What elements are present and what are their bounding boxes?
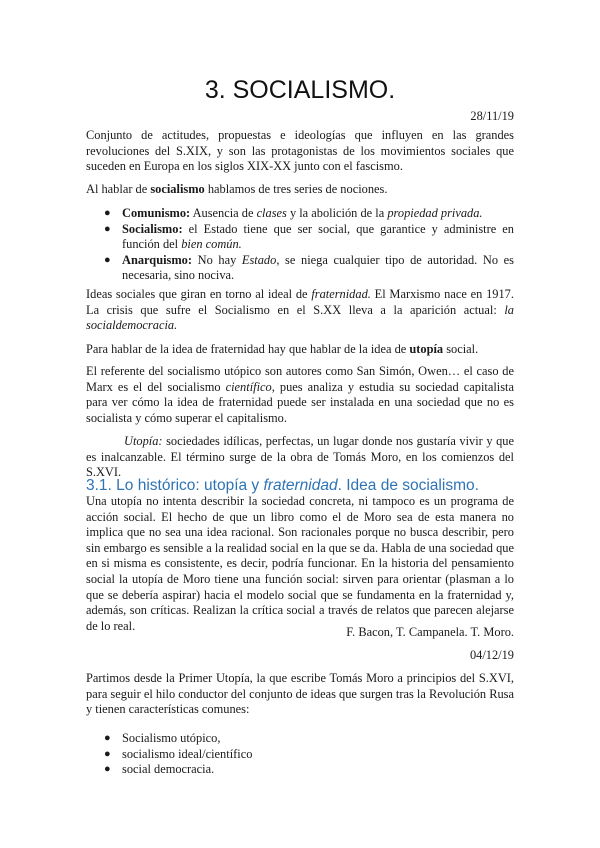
italic-run: propiedad privada. (387, 206, 483, 220)
list-item-socialismo (86, 222, 514, 253)
section-heading (86, 476, 526, 495)
text-run: Al hablar de (86, 182, 151, 196)
text-run: sociedades idílicas, perfectas, un lugar donde nos gustaría vivir y que es inalcanzable. El término surge de la obra de Tomás Moro, en los comienzos del S.XVI. (86, 434, 514, 480)
italic-run: científico (225, 379, 272, 394)
text-run: El referente del socialismo utópico son autores como San Simón, Owen… el caso de Marx es el del socialismo (86, 364, 514, 394)
text-run: Ideas sociales que giran en torno al ideal de (86, 287, 312, 301)
italic-run: la socialdemocracia. (86, 302, 514, 333)
text-run: Ausencia de (190, 206, 257, 220)
date-first: 28/11/19 (470, 109, 514, 123)
paragraph-nociones-intro (86, 182, 514, 198)
list-item (86, 731, 514, 747)
bullet-icon: ● (104, 763, 111, 776)
paragraph-utopia-moro: Una utopía no intenta describir la sociedad concreta, ni tampoco es un programa de acción social. El hecho de que un libro como el de Moro sea de esta manera no implica que no sea una idea racional. Son racionales porque no busca describir, pero sin embargo es sensible a la realidad social en la que se da. Habla de una sociedad que en si misma es consistente, es decir, podría funcionar. En la historia del pensamiento social la utopía de Moro tiene una función social: sirven para orientar (plasman a lo que se debería aspirar) hacia el modelo social que se fundamenta en la fraternidad y, además, son críticas. Realizan la crítica social a través de relatos que parecen alejarse de lo real. (86, 494, 514, 633)
list-item (86, 747, 514, 763)
bullet-icon: ● (104, 253, 111, 266)
text-run: No hay (192, 252, 242, 267)
authors-line: F. Bacon, T. Campanela. T. Moro. (346, 625, 514, 639)
italic-run: fraternidad (263, 477, 338, 494)
bullet-icon: ● (104, 222, 111, 235)
paragraph-primer-utopia: Partimos desde la Primer Utopía, la que escribe Tomás Moro a principios del S.XVI, para seguir el hilo conductor del conjunto de ideas que surgen tras la Revolución Rusa y tienen características comunes: (86, 671, 514, 717)
paragraph-utopia-social (86, 342, 514, 358)
list-item-text: socialismo ideal/científico (122, 746, 253, 761)
paragraph-fraternidad (86, 287, 514, 334)
text-run: El Marxismo nace en 1917. La crisis que sufre el Socialismo en el S.XX lleva a la aparición actual: (86, 287, 514, 317)
text-run: 3.1. Lo histórico: utopía y (86, 477, 264, 494)
text-run: el Estado tiene que ser social, que garantice y administre en función del (122, 221, 514, 252)
italic-run: clases (256, 206, 287, 220)
term: Socialismo: (122, 221, 183, 236)
text-run: , se niega cualquier tipo de autoridad. No es necesaria, sino nociva. (122, 252, 514, 283)
list-item-anarquismo (86, 253, 514, 284)
text-run: . Idea de socialismo. (337, 477, 479, 494)
text-run: hablamos de tres series de nociones. (204, 182, 388, 196)
list-item (86, 762, 514, 778)
text-run: y la abolición de la (286, 206, 388, 220)
bullet-icon: ● (104, 747, 111, 760)
italic-run: Estado (241, 252, 277, 267)
paragraph-definicion-utopia (86, 434, 514, 481)
nociones-list (86, 206, 514, 284)
paragraph-referente (86, 364, 514, 426)
italic-run: bien común. (181, 237, 242, 252)
date-second: 04/12/19 (469, 648, 514, 662)
term: Anarquismo: (122, 252, 192, 267)
italic-run: Utopía: (124, 434, 163, 448)
bold-socialismo: socialismo (150, 182, 205, 196)
bullet-icon: ● (104, 207, 111, 219)
paragraph-intro: Conjunto de actitudes, propuestas e ideologías que influyen en las grandes revoluciones del S.XIX, y son las protagonistas de los movimientos sociales que suceden en Europa en los siglos XIX-XX junto con el fascismo. (86, 128, 514, 174)
list-item-text: Socialismo utópico, (122, 731, 221, 745)
text-run: , pues analiza y estudia su sociedad capitalista para ver cómo la idea de fraternidad puede ser instalada en una sociedad que no es socialista y cómo superar el capitalismo. (86, 379, 514, 425)
text-run: social. (443, 342, 479, 356)
bullet-icon: ● (104, 732, 111, 744)
bold-utopia: utopía (409, 342, 444, 356)
term: Comunismo: (122, 206, 191, 220)
text-run: Para hablar de la idea de fraternidad hay que hablar de la idea de (86, 342, 410, 356)
italic-run: fraternidad. (311, 287, 371, 301)
list-item-text: social democracia. (122, 762, 215, 777)
list-item-comunismo (86, 206, 514, 222)
corrientes-list (86, 731, 514, 778)
page-title: 3. SOCIALISMO. (204, 76, 396, 104)
